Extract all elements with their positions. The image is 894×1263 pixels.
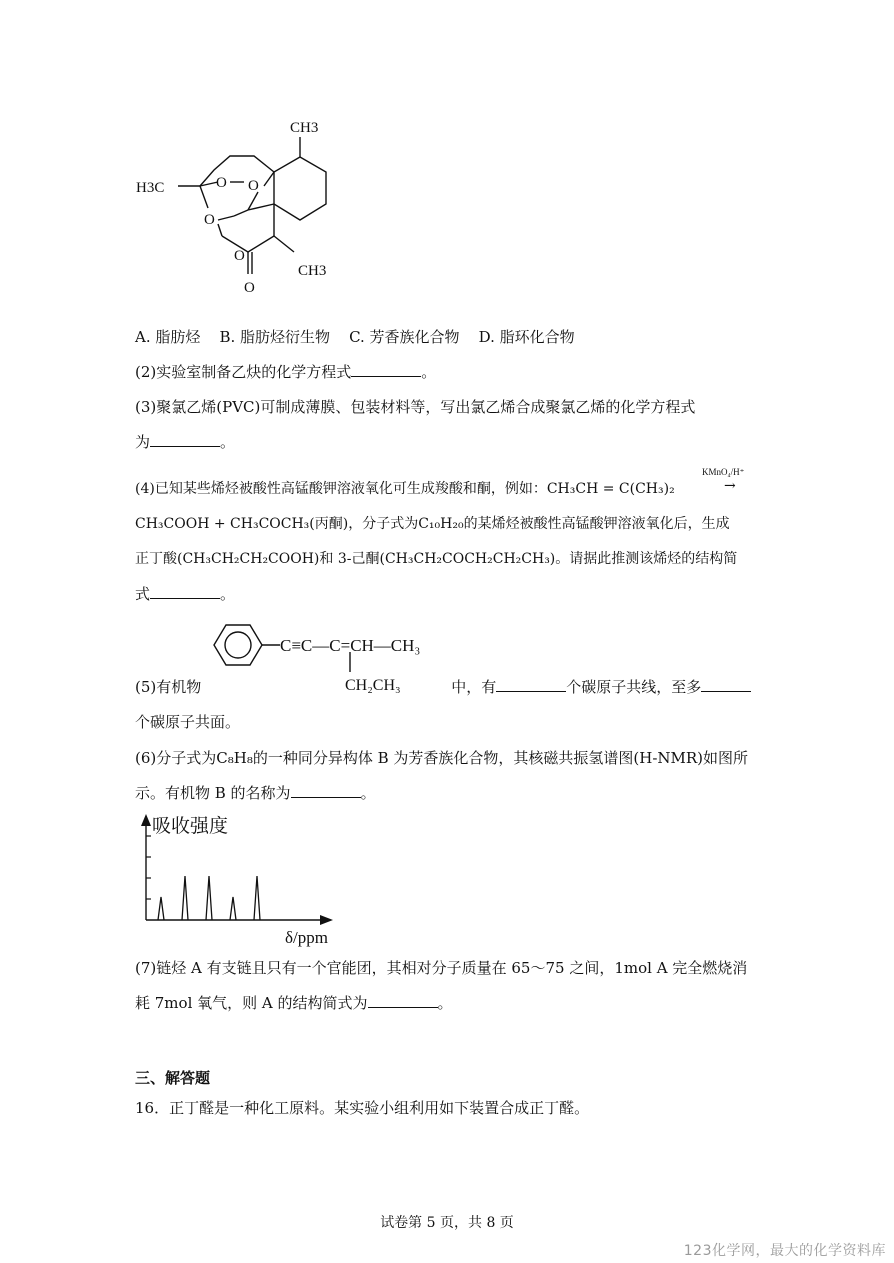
methyl-top-label: CH3 <box>290 120 319 136</box>
ether-o-label: O <box>204 212 215 228</box>
q7-end: 。 <box>437 994 453 1012</box>
methyl-left-label: H3C <box>136 180 165 196</box>
q16-text: 16．正丁醛是一种化工原料。某实验小组利用如下装置合成正丁醛。 <box>135 1099 590 1117</box>
q6-end: 。 <box>360 784 376 802</box>
chain-label: C≡C—C=CH—CH₃ <box>280 636 421 655</box>
q4-line4 <box>135 583 235 605</box>
page-footer: 试卷第 5 页，共 8 页 <box>380 1215 514 1231</box>
q4-line2: CH₃COOH + CH₃COCH₃(丙酮)，分子式为C₁₀H₂₀的某烯烃被酸性高锰酸钾溶液氧化后，生成 <box>135 516 730 532</box>
q5-line2: 个碳原子共面。 <box>135 713 241 731</box>
q4-arrow: → <box>724 478 736 494</box>
q3-line2 <box>135 431 235 453</box>
q2-text: (2)实验室制备乙炔的化学方程式 <box>135 363 352 381</box>
carbonyl-o-label: O <box>244 280 255 296</box>
q4-line3: 正丁酸(CH₃CH₂CH₂COOH)和 3-己酮(CH₃CH₂COCH₂CH₂CH₃)。请据此推测该烯烃的结构简 <box>135 551 738 567</box>
y-axis-label: 吸收强度 <box>152 816 229 837</box>
q4-end: 。 <box>220 585 236 603</box>
q7-line1: (7)链烃 A 有支链且只有一个官能团，其相对分子质量在 65～75 之间，1mol A 完全燃烧消 <box>135 959 748 977</box>
artemisinin-structure <box>130 112 370 312</box>
peroxide-o1-label: O <box>216 175 227 191</box>
answer-blank <box>150 584 220 599</box>
q2-end: 。 <box>421 363 437 381</box>
nmr-peak <box>206 876 212 920</box>
x-axis-arrow <box>320 915 333 925</box>
y-axis-arrow <box>141 814 151 826</box>
nmr-peak <box>158 897 164 920</box>
q5-mid2: 个碳原子共线，至多 <box>566 678 702 696</box>
q6-prefix: 示。有机物 B 的名称为 <box>135 784 291 802</box>
q5-prefix: (5)有机物 <box>135 678 202 696</box>
answer-blank <box>701 677 751 692</box>
x-axis-label: δ/ppm <box>285 928 328 947</box>
q3-prefix: 为 <box>135 433 151 451</box>
answer-blank <box>150 432 220 447</box>
nmr-chart <box>130 810 350 950</box>
q2-line <box>135 361 436 383</box>
methyl-right-label: CH3 <box>298 263 327 279</box>
q6-line2 <box>135 782 376 804</box>
nmr-peak <box>230 897 236 920</box>
q7-prefix: 耗 7mol 氧气，则 A 的结构简式为 <box>135 994 368 1012</box>
watermark: 123化学网，最大的化学资料库 <box>683 1243 886 1259</box>
q4-prefix: 式 <box>135 585 151 603</box>
section-heading: 三、解答题 <box>135 1069 211 1087</box>
q4-arrow-label: KMnO₄/H⁺ <box>702 467 745 477</box>
q5-mid1: 中，有 <box>451 678 497 696</box>
q3-end: 。 <box>220 433 236 451</box>
lactone-o-label: O <box>234 248 245 264</box>
nmr-peak <box>182 876 188 920</box>
answer-blank <box>291 783 361 798</box>
q6-line1: (6)分子式为C₈H₈的一种同分异构体 B 为芳香族化合物，其核磁共振氢谱图(H-NMR)如图所 <box>135 749 749 767</box>
peroxide-o2-label: O <box>248 178 259 194</box>
q4-line1: (4)已知某些烯烃被酸性高锰酸钾溶液氧化可生成羧酸和酮，例如：CH₃CH = C(CH₃)₂ <box>135 481 675 497</box>
answer-blank <box>368 993 438 1008</box>
q1-options: A. 脂肪烃 B. 脂肪烃衍生物 C. 芳香族化合物 D. 脂环化合物 <box>135 328 575 346</box>
answer-blank <box>351 362 421 377</box>
answer-blank <box>496 677 566 692</box>
q7-line2 <box>135 992 453 1014</box>
nmr-peak <box>254 876 260 920</box>
q5-line1 <box>135 676 751 698</box>
branch-label: CH₂CH₃ <box>345 677 401 694</box>
q3-line1: (3)聚氯乙烯(PVC)可制成薄膜、包装材料等，写出氯乙烯合成聚氯乙烯的化学方程式 <box>135 398 696 416</box>
